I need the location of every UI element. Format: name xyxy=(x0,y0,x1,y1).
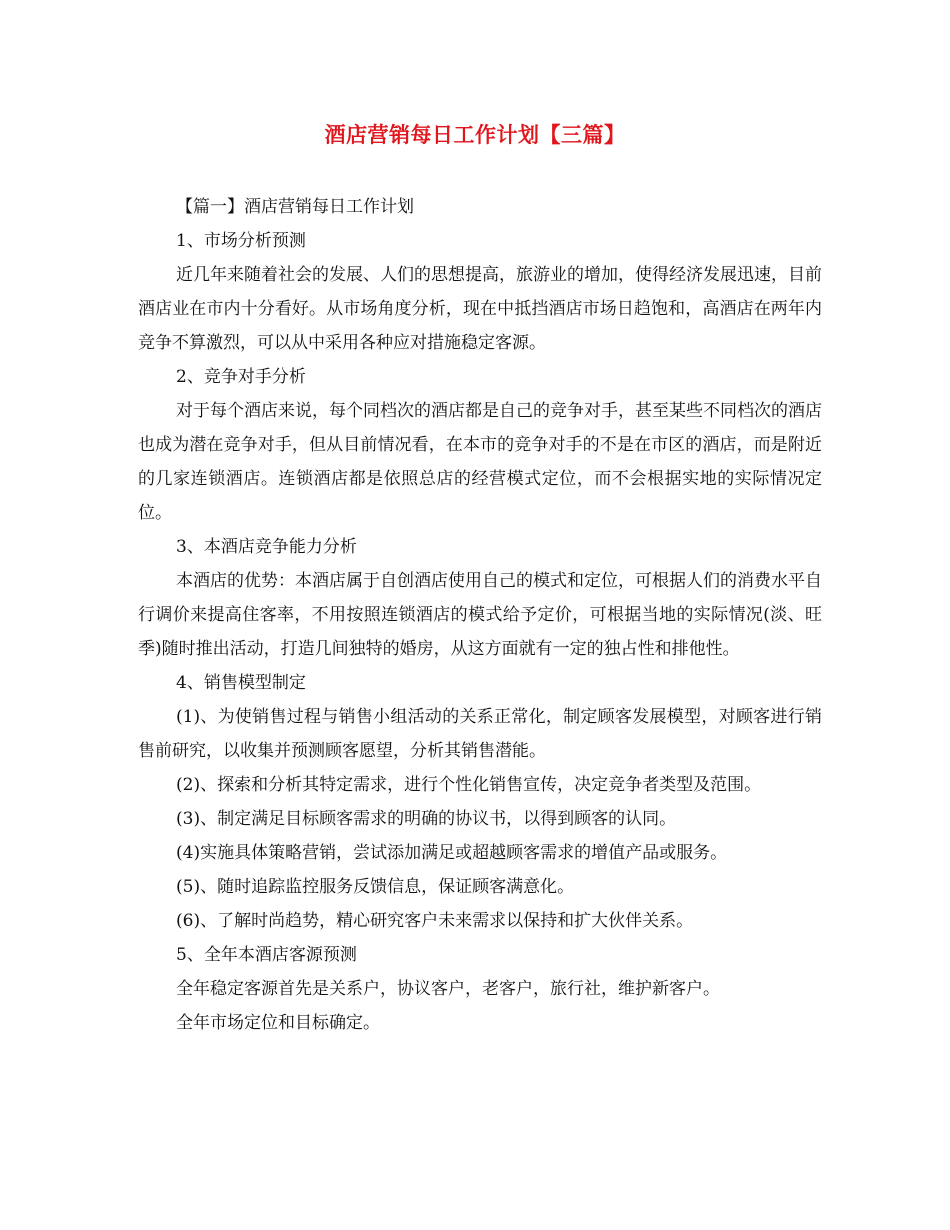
paragraph-competitiveness: 本酒店的优势：本酒店属于自创酒店使用自己的模式和定位，可根据人们的消费水平自行调价来提高住客率，不用按照连锁酒店的模式给予定价，可根据当地的实际情况(淡、旺季)随时推出活动，打造几间独特的婚房，从这方面就有一定的独占性和排他性。 xyxy=(138,571,822,659)
list-item-sales-model-1: (1)、为使销售过程与销售小组活动的关系正常化，制定顾客发展模型，对顾客进行销售前研究，以收集并预测顾客愿望，分析其销售潜能。 xyxy=(138,707,822,761)
list-item-sales-model-5: (5)、随时追踪监控服务反馈信息，保证顾客满意化。 xyxy=(176,877,575,897)
document-title: 酒店营销每日工作计划【三篇】 xyxy=(324,122,626,147)
list-item-sales-model-3: (3)、制定满足目标顾客需求的明确的协议书，以得到顾客的认同。 xyxy=(176,809,677,829)
list-item-sales-model-2: (2)、探索和分析其特定需求，进行个性化销售宣传，决定竞争者类型及范围。 xyxy=(176,775,762,795)
subheading-sales-model: 4、销售模型制定 xyxy=(176,673,306,693)
paragraph-market-positioning: 全年市场定位和目标确定。 xyxy=(176,1013,380,1033)
subheading-customer-forecast: 5、全年本酒店客源预测 xyxy=(176,945,357,965)
list-item-sales-model-4: (4)实施具体策略营销，尝试添加满足或超越顾客需求的增值产品或服务。 xyxy=(176,843,728,863)
list-item-sales-model-6: (6)、了解时尚趋势，精心研究客户未来需求以保持和扩大伙伴关系。 xyxy=(176,911,694,931)
paragraph-competitor-analysis: 对于每个酒店来说，每个同档次的酒店都是自己的竞争对手，甚至某些不同档次的酒店也成为潜在竞争对手，但从目前情况看，在本市的竞争对手的不是在市区的酒店，而是附近的几家连锁酒店。连锁酒店都是依照总店的经营模式定位，而不会根据实地的实际情况定位。 xyxy=(138,401,822,523)
paragraph-market-analysis: 近几年来随着社会的发展、人们的思想提高，旅游业的增加，使得经济发展迅速，目前酒店业在市内十分看好。从市场角度分析，现在中抵挡酒店市场日趋饱和，高酒店在两年内竞争不算激烈，可以从中采用各种应对措施稳定客源。 xyxy=(138,265,822,353)
subheading-market-analysis: 1、市场分析预测 xyxy=(176,231,306,251)
document-body xyxy=(138,190,822,1040)
subheading-competitiveness: 3、本酒店竞争能力分析 xyxy=(176,537,357,557)
subheading-competitor-analysis: 2、竞争对手分析 xyxy=(176,367,306,387)
section-heading-part-one: 【篇一】酒店营销每日工作计划 xyxy=(176,197,414,217)
paragraph-customer-forecast: 全年稳定客源首先是关系户，协议客户，老客户，旅行社，维护新客户。 xyxy=(176,979,720,999)
